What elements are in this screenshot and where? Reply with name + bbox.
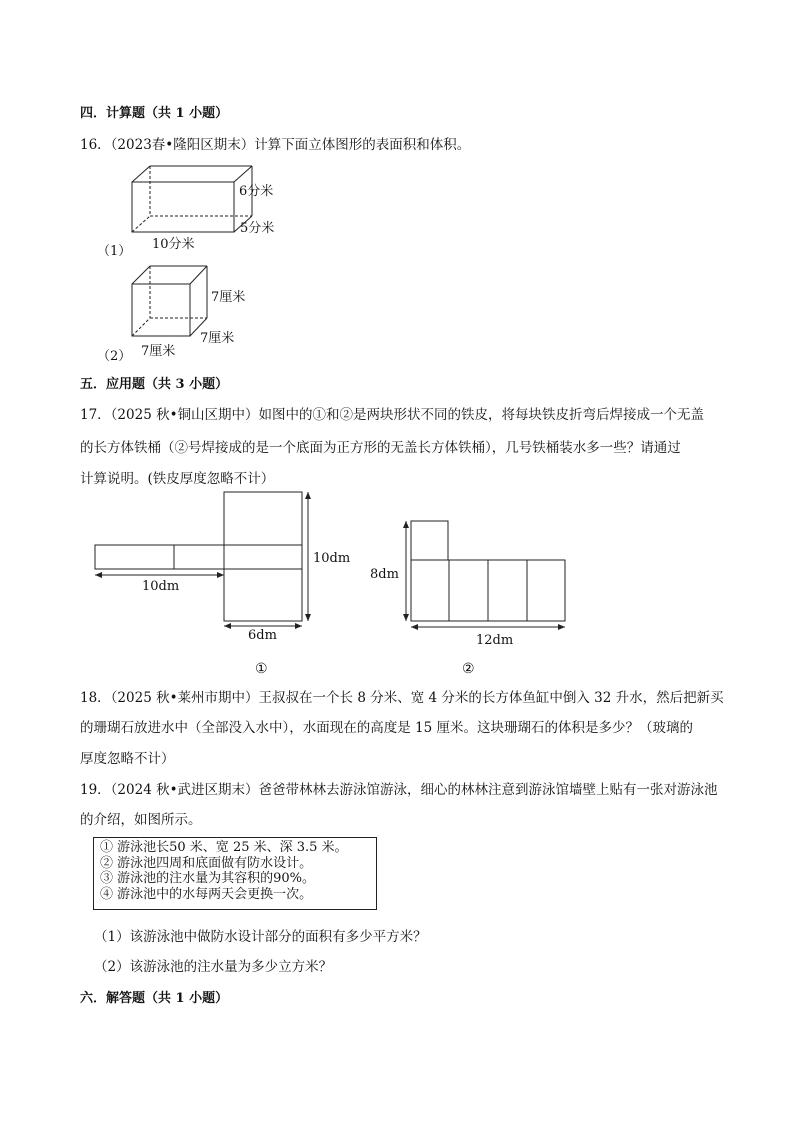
section-title-application: 五．应用题（共 3 小题） — [80, 377, 229, 392]
q17-fig2-mark: ② — [462, 661, 475, 677]
pool-info-box — [93, 837, 377, 910]
question-17-line-2: 的长方体铁桶（②号焊接成的是一个底面为正方形的无盖长方体铁桶），几号铁桶装水多一些？请通过 — [80, 440, 681, 456]
q16-fig1-length-label: 10分米 — [152, 237, 195, 252]
section-title-answer: 六．解答题（共 1 小题） — [80, 991, 229, 1006]
q16-fig1-width-label: 5分米 — [240, 221, 275, 236]
question-19-line-1: 19．（2024 秋•武进区期末）爸爸带林林去游泳馆游泳，细心的林林注意到游泳馆墙壁上贴有一张对游泳池 — [80, 782, 718, 798]
q17-fig2-bottom-label: 12dm — [476, 633, 514, 648]
q16-fig2-number: （2） — [97, 349, 132, 364]
question-17-line-1: 17．（2025 秋•铜山区期中）如图中的①和②是两块形状不同的铁皮，将每块铁皮折弯后焊接成一个无盖 — [80, 407, 705, 423]
q16-fig2-length-label: 7厘米 — [141, 344, 176, 359]
pool-info-item: ④ 游泳池中的水每两天会更换一次。 — [100, 886, 313, 902]
q16-fig1-number: （1） — [97, 244, 132, 259]
q17-fig1-under-label: 6dm — [248, 628, 277, 643]
q17-fig1-bottom-label: 10dm — [142, 579, 180, 594]
section-title-calculation: 四．计算题（共 1 小题） — [80, 106, 229, 121]
q17-fig1-mark: ① — [255, 661, 268, 677]
q16-fig1-height-label: 6分米 — [239, 184, 274, 199]
pool-info-item: ③ 游泳池的注水量为其容积的90%。 — [100, 871, 316, 886]
q17-fig2-left-label: 8dm — [370, 567, 399, 582]
question-19-sub-1: （1）该游泳池中做防水设计部分的面积有多少平方米？ — [94, 929, 427, 945]
q16-fig2-height-label: 7厘米 — [211, 290, 246, 305]
q17-fig1-right-label: 10dm — [313, 551, 351, 566]
question-16-stem: 16．（2023春•隆阳区期末）计算下面立体图形的表面积和体积。 — [80, 137, 471, 153]
question-19-sub-2: （2）该游泳池的注水量为多少立方米？ — [94, 959, 333, 975]
question-17-line-3: 计算说明。(铁皮厚度忽略不计） — [80, 471, 275, 487]
q16-fig2-width-label: 7厘米 — [200, 331, 235, 346]
question-18-line-2: 的珊瑚石放进水中（全部没入水中），水面现在的高度是 15 厘米。这块珊瑚石的体积是多少？（玻璃的 — [80, 720, 694, 736]
question-18-line-3: 厚度忽略不计） — [80, 751, 175, 767]
pool-info-item: ① 游泳池长50 米、宽 25 米、深 3.5 米。 — [100, 840, 348, 855]
pool-info-item: ② 游泳池四周和底面做有防水设计。 — [100, 855, 313, 871]
question-19-line-2: 的介绍，如图所示。 — [80, 812, 202, 828]
question-18-line-1: 18．（2025 秋•莱州市期中）王叔叔在一个长 8 分米、宽 4 分米的长方体鱼缸中倒入 32 升水，然后把新买 — [80, 690, 724, 706]
